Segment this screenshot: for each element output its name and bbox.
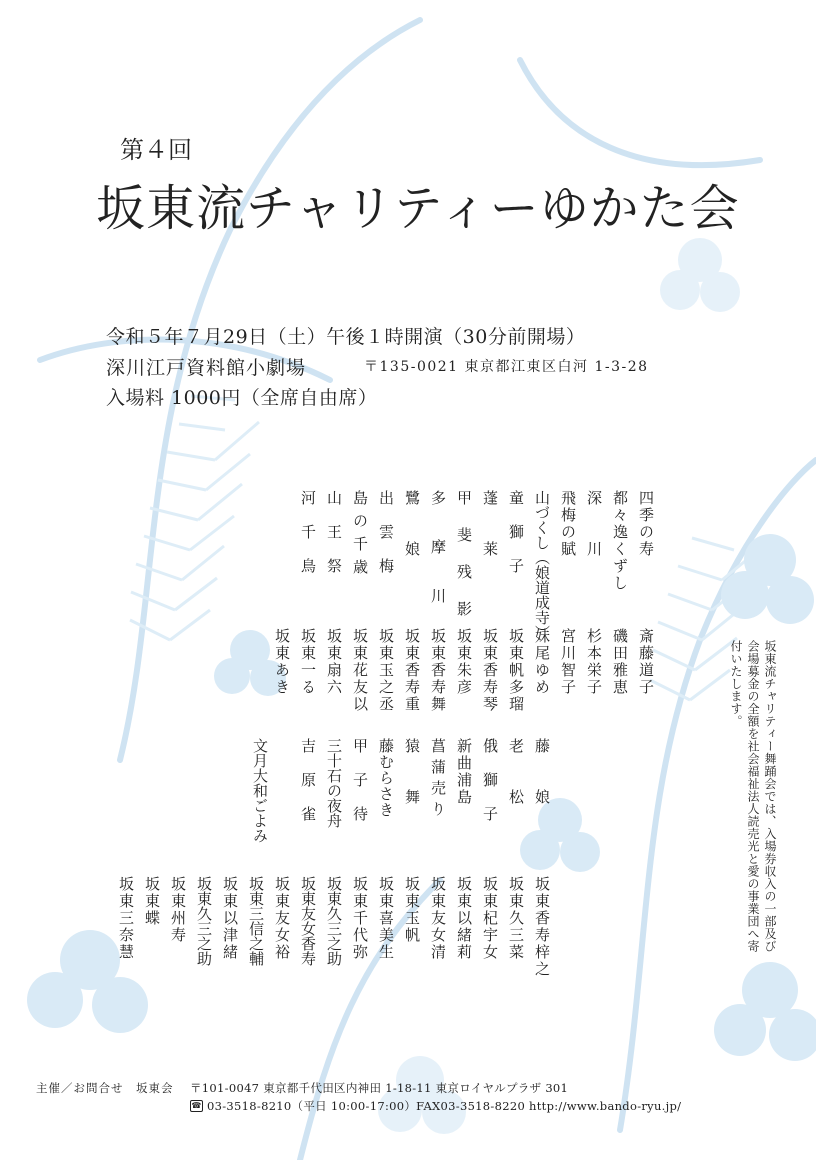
program-title: 菖蒲売り [429,738,447,822]
event-venue-address: 〒135-0021 東京都江東区白河 1-3-28 [364,359,649,375]
performer-name: 坂東玉帆 [403,876,421,944]
performer-name: 坂東香寿琴 [481,628,499,713]
performer-name: 坂東扇六 [325,628,343,696]
program-title: 童 獅 子 [507,490,525,575]
performer-name: 磯田雅恵 [611,628,629,696]
program-title: 老 松 [507,738,525,806]
performer-name: 宮川智子 [559,628,577,696]
program-title: 藤むらさき [377,738,395,818]
performer-name: 坂東以緒莉 [455,876,473,961]
performer-name: 坂東友女清 [429,876,447,961]
program-title: 飛梅の賦 [559,490,577,558]
performer-name: 坂東帆多瑠 [507,628,525,713]
program-title: 河 千 鳥 [299,490,317,575]
edition-label: 第４回 [120,136,192,164]
program-title: 吉 原 雀 [299,738,317,823]
performer-name: 坂東州寿 [169,876,187,944]
program-title: 山 王 祭 [325,490,343,575]
performer-name: 坂東友女裕 [273,876,291,961]
program-title: 猿 舞 [403,738,421,806]
performer-name: 坂東喜美生 [377,876,395,961]
program-title: 山づくし（娘道成寺） [533,490,551,640]
program-title: 島の千歳 [351,490,369,582]
program-title: 文月大和ごよみ [251,738,269,843]
event-venue: 深川江戸資料館小劇場 [106,357,307,379]
performer-name: 坂東杞宇女 [481,876,499,961]
program-title: 甲 子 待 [351,738,369,823]
performer-name: 坂東千代弥 [351,876,369,961]
program-title: 深 川 [585,490,603,558]
performer-name: 杉本栄子 [585,628,603,696]
performer-name: 坂東香寿梓之 [533,876,551,978]
performer-name: 坂東あき [273,628,291,696]
footer-contact-row [190,1098,681,1114]
performer-name: 坂東玉之丞 [377,628,395,713]
phone-icon: ☎ [191,1101,202,1110]
performer-name: 坂東三信之輔 [247,876,265,966]
performer-name: 坂東久三之助 [325,876,343,966]
footer-contact: 03-3518-8210（平日 10:00-17:00）FAX03-3518-8220 http://www.bando-ryu.jp/ [207,1099,682,1113]
program-title: 藤 娘 [533,738,551,806]
program-title: 出 雲 梅 [377,490,395,575]
program-title: 蓬 莱 [481,490,499,558]
performer-name: 坂東蝶 [143,876,161,927]
program-title: 俄 獅 子 [481,738,499,823]
program-title: 都々逸くずし [611,490,629,592]
performer-name: 坂東香寿舞 [429,628,447,713]
program-title: 甲 斐 残 影 [455,490,473,618]
footer-address: 〒101-0047 東京都千代田区内神田 1-18-11 東京ロイヤルプラザ 301 [190,1081,569,1095]
event-datetime: 令和５年７月29日（土）午後１時開演（30分前開場） [106,326,586,348]
performer-name: 坂東久三之助 [195,876,213,966]
performer-name: 坂東以津緒 [221,876,239,961]
performer-name: 坂東花友以 [351,628,369,713]
program-title: 多 摩 川 [429,490,447,611]
performer-name: 坂東一る [299,628,317,696]
performer-name: 坂東三奈慧 [117,876,135,961]
performer-name: 妹尾ゆめ [533,628,551,696]
program-title: 鷺 娘 [403,490,421,558]
footer-organizer: 主催／お問合せ 坂東会 [36,1081,174,1095]
program-title: 三十石の夜舟 [325,738,343,828]
program-title: 新曲浦島 [455,738,473,806]
event-admission: 入場料 1000円（全席自由席） [106,387,378,409]
performer-name: 坂東香寿重 [403,628,421,713]
performer-name: 坂東友女香寿 [299,876,317,966]
performer-name: 坂東朱彦 [455,628,473,696]
program-title: 四季の寿 [637,490,655,558]
charity-note: 坂東流チャリティー舞踊会では、入場券収入の一部及び会場募金の全額を社会福祉法人読売光と愛の事業団へ寄付いたします。 [729,640,777,953]
page-title: 坂東流チャリティーゆかた会 [96,180,740,237]
performer-name: 坂東久三菜 [507,876,525,961]
performer-name: 斎藤道子 [637,628,655,696]
